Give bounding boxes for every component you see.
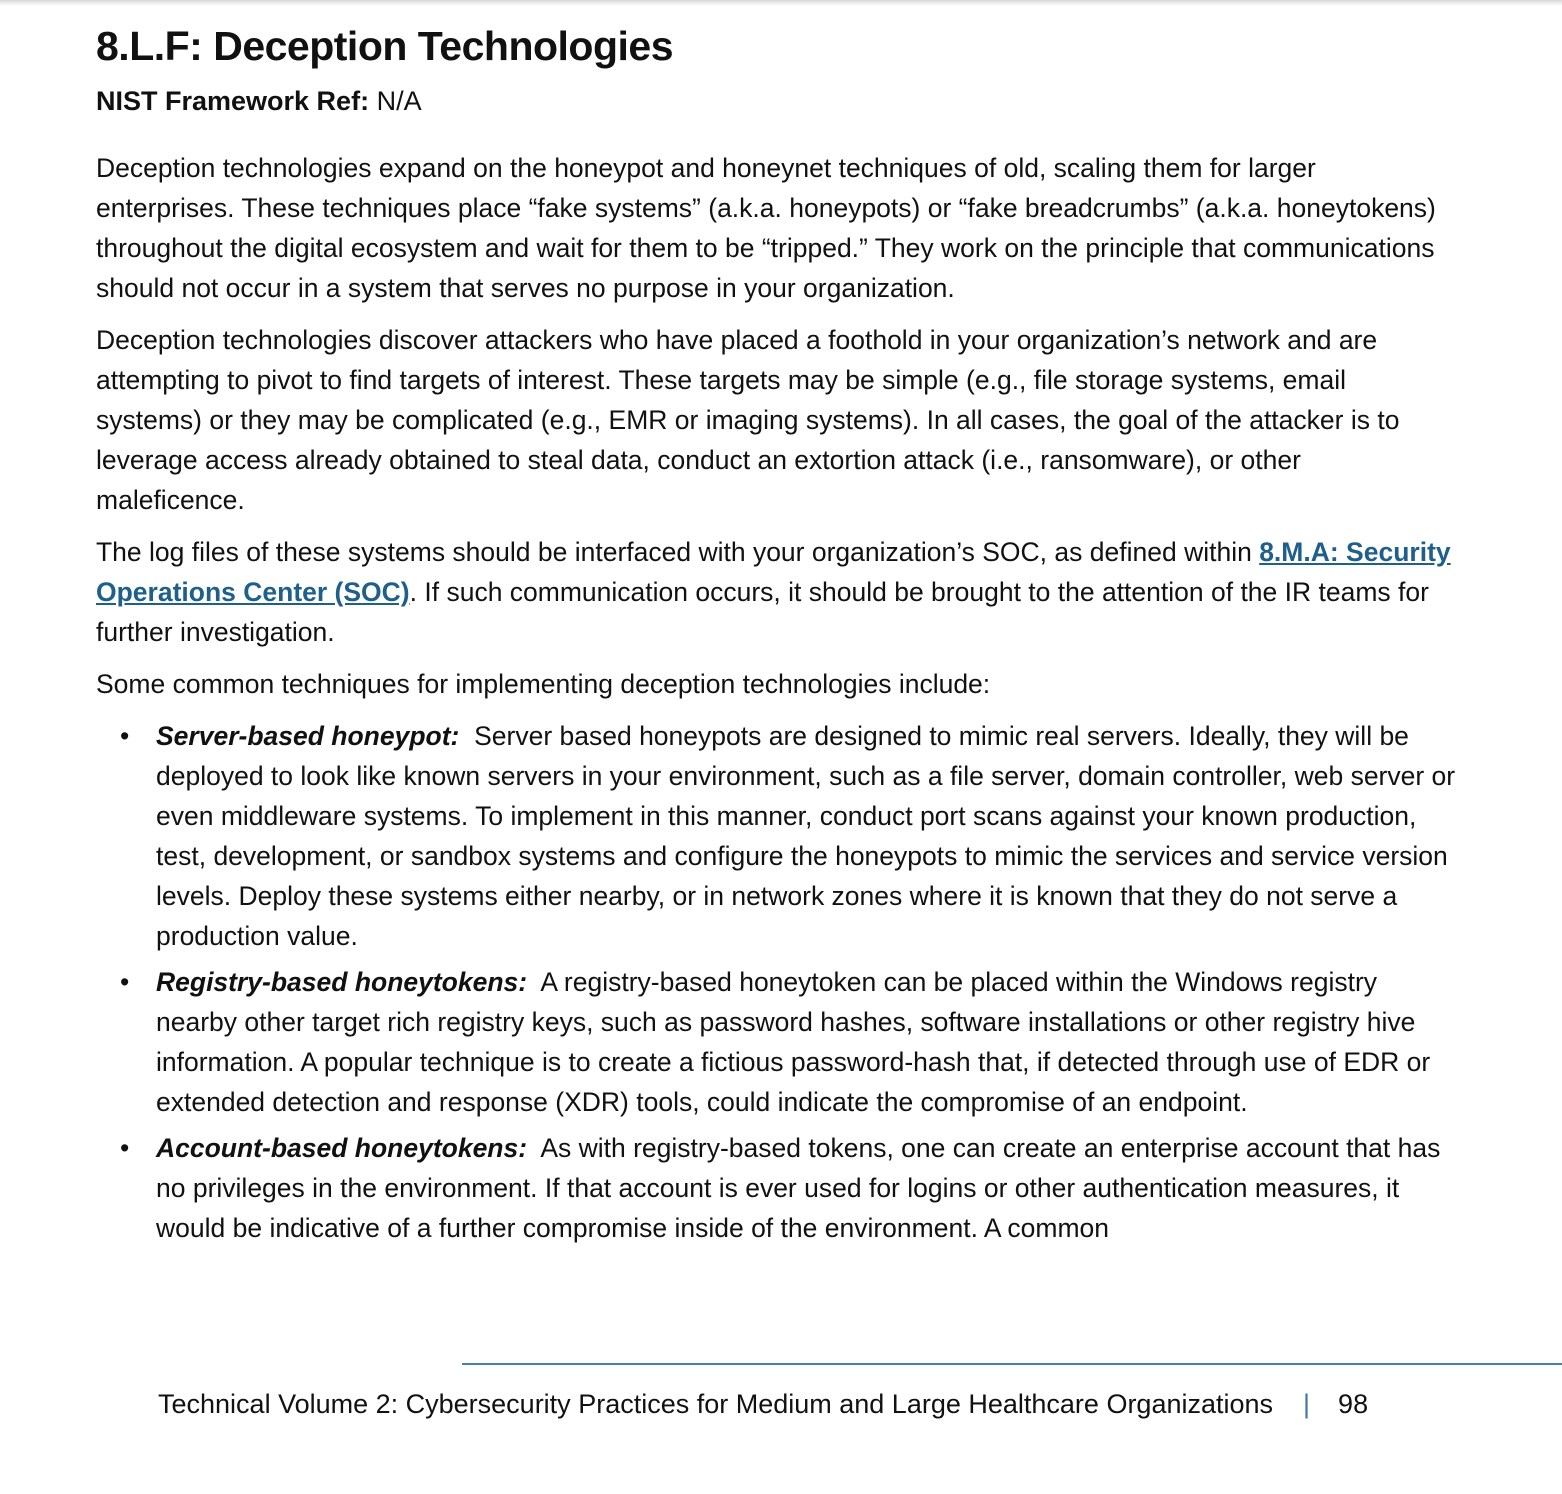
- page-footer: [158, 1384, 1458, 1424]
- bullet-icon: •: [120, 967, 130, 997]
- technique-term: Registry-based honeytokens:: [156, 967, 528, 997]
- technique-term: Account-based honeytokens:: [156, 1133, 528, 1163]
- list-item: [120, 1128, 1456, 1248]
- technique-description: As with registry-based tokens, one can create an enterprise account that has no privileges in the environment. If that account is ever used for logins or other authentication measures, it would be indicative of a further compromise inside of the environment. A common: [156, 1133, 1441, 1243]
- document-page: [96, 18, 1456, 1254]
- section-heading: 8.L.F: Deception Technologies: [96, 23, 674, 69]
- bullet-icon: •: [120, 1133, 130, 1163]
- list-item: [120, 716, 1456, 956]
- paragraph-log-files: [96, 532, 1456, 652]
- footer-separator: |: [1303, 1389, 1311, 1419]
- paragraph-attackers: Deception technologies discover attackers who have placed a foothold in your organization’s network and are attempting to pivot to find targets of interest. These targets may be simple (e.g., file storage systems, email systems) or they may be complicated (e.g., EMR or imaging systems). In all cases, the goal of the attacker is to leverage access already obtained to steal data, conduct an extortion attack (i.e., ransomware), or other maleficence.: [96, 325, 1400, 515]
- footer-title: Technical Volume 2: Cybersecurity Practices for Medium and Large Healthcare Organizations: [158, 1389, 1274, 1419]
- paragraph-log-files-text-after: . If such communication occurs, it should be brought to the attention of the IR teams for further investigation.: [96, 577, 1429, 647]
- page-number: 98: [1338, 1389, 1369, 1419]
- nist-ref-label: NIST Framework Ref:: [96, 86, 370, 116]
- technique-description: A registry-based honeytoken can be placed within the Windows registry nearby other target rich registry keys, such as password hashes, software installations or other registry hive information. A popular technique is to create a fictious password-hash that, if detected through use of EDR or extended detection and response (XDR) tools, could indicate the compromise of an endpoint.: [156, 967, 1431, 1117]
- paragraph-log-files-text-before: The log files of these systems should be interfaced with your organization’s SOC, as defined within: [96, 537, 1260, 567]
- technique-term: Server-based honeypot:: [156, 721, 460, 751]
- soc-section-link[interactable]: 8.M.A: Security Operations Center (SOC): [96, 537, 1451, 607]
- bullet-icon: •: [120, 721, 130, 751]
- page-top-shadow: [0, 0, 1562, 6]
- paragraph-intro: Deception technologies expand on the honeypot and honeynet techniques of old, scaling them for larger enterprises. These techniques place “fake systems” (a.k.a. honeypots) or “fake breadcrumbs” (a.k.a. honeytokens) throughout the digital ecosystem and wait for them to be “tripped.” They work on the principle that communications should not occur in a system that serves no purpose in your organization.: [96, 153, 1436, 303]
- footer-divider: [462, 1363, 1562, 1365]
- techniques-list: [96, 716, 1456, 1248]
- technique-description: Server based honeypots are designed to mimic real servers. Ideally, they will be deployed to look like known servers in your environment, such as a file server, domain controller, web server or even middleware systems. To implement in this manner, conduct port scans against your known production, test, development, or sandbox systems and configure the honeypots to mimic the services and service version levels. Deploy these systems either nearby, or in network zones where it is known that they do not serve a production value.: [156, 721, 1456, 951]
- nist-ref-value: N/A: [376, 86, 422, 116]
- nist-framework-ref: [96, 84, 1456, 118]
- list-item: [120, 962, 1456, 1122]
- paragraph-techniques-intro: Some common techniques for implementing deception technologies include:: [96, 669, 991, 699]
